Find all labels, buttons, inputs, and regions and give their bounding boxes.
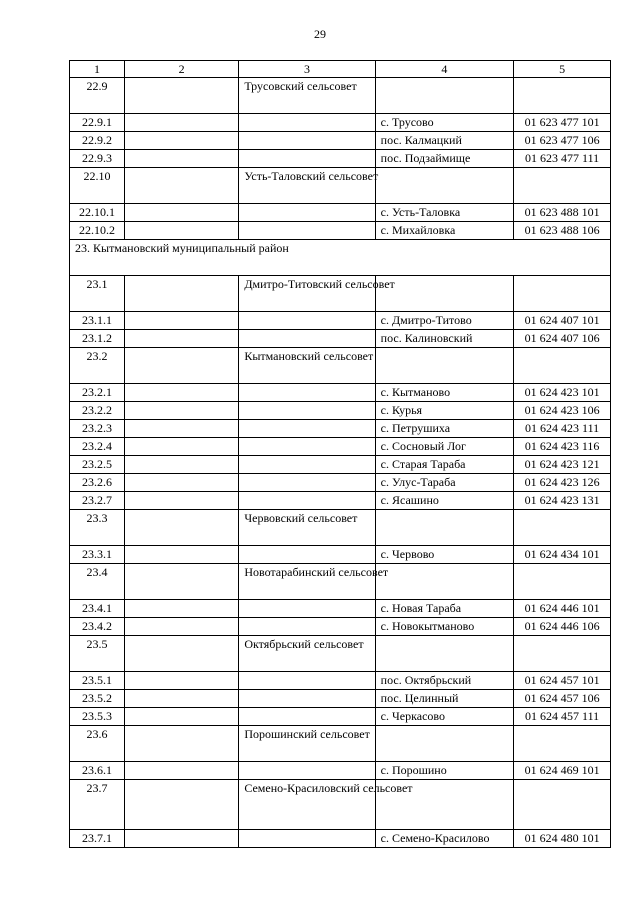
row-code: 23.2.1 [70,384,125,402]
settlement-name: пос. Подзаймище [375,150,514,168]
settlement-name: с. Сосновый Лог [375,438,514,456]
selsovet-name: Новотарабинский сельсовет [239,564,375,600]
selsovet-row [70,510,611,546]
okato-code: 01 623 477 101 [514,114,611,132]
okato-code: 01 623 477 111 [514,150,611,168]
empty-cell [239,438,375,456]
empty-cell [239,420,375,438]
empty-cell [239,672,375,690]
row-code: 23.3.1 [70,546,125,564]
empty-cell [124,510,238,546]
selsovet-row [70,348,611,384]
empty-cell [514,276,611,312]
empty-cell [124,438,238,456]
selsovet-name: Порошинский сельсовет [239,726,375,762]
row-code: 23.6.1 [70,762,125,780]
row-code: 22.9.1 [70,114,125,132]
selsovet-row [70,636,611,672]
empty-cell [124,78,238,114]
settlement-row [70,492,611,510]
settlement-name: с. Курья [375,402,514,420]
okato-code: 01 624 469 101 [514,762,611,780]
empty-cell [124,726,238,762]
empty-cell [375,168,514,204]
empty-cell [239,222,375,240]
empty-cell [375,510,514,546]
empty-cell [375,726,514,762]
empty-cell [124,204,238,222]
selsovet-row [70,276,611,312]
empty-cell [514,780,611,830]
settlement-name: с. Ясашино [375,492,514,510]
settlement-name: с. Порошино [375,762,514,780]
selsovet-name: Октябрьский сельсовет [239,636,375,672]
row-code: 22.9.3 [70,150,125,168]
empty-cell [124,114,238,132]
settlement-row [70,330,611,348]
okato-code: 01 624 423 126 [514,474,611,492]
selsovet-name: Семено-Красиловский сельсовет [239,780,375,830]
column-header: 3 [239,61,375,78]
settlement-row [70,402,611,420]
column-header: 2 [124,61,238,78]
empty-cell [124,348,238,384]
empty-cell [375,564,514,600]
row-code: 23.2.2 [70,402,125,420]
settlement-row [70,474,611,492]
empty-cell [124,690,238,708]
settlement-row [70,600,611,618]
row-code: 23.7.1 [70,830,125,848]
selsovet-row [70,780,611,830]
row-code: 23.5.3 [70,708,125,726]
settlement-name: с. Новая Тараба [375,600,514,618]
empty-cell [124,492,238,510]
selsovet-name: Трусовский сельсовет [239,78,375,114]
empty-cell [514,348,611,384]
empty-cell [375,276,514,312]
empty-cell [124,168,238,204]
empty-cell [239,456,375,474]
section-title: 23. Кытмановский муниципальный район [70,240,611,276]
selsovet-name: Усть-Таловский сельсовет [239,168,375,204]
row-code: 23.3 [70,510,125,546]
okato-code: 01 624 423 121 [514,456,611,474]
settlement-row [70,204,611,222]
row-code: 22.9 [70,78,125,114]
row-code: 22.10.1 [70,204,125,222]
settlement-row [70,618,611,636]
column-header: 4 [375,61,514,78]
settlement-row [70,456,611,474]
empty-cell [239,384,375,402]
row-code: 23.2.7 [70,492,125,510]
empty-cell [124,132,238,150]
empty-cell [239,546,375,564]
settlement-name: с. Кытманово [375,384,514,402]
settlement-row [70,132,611,150]
okato-table [69,60,611,848]
row-code: 23.1 [70,276,125,312]
settlement-row [70,546,611,564]
row-code: 23.4.1 [70,600,125,618]
settlement-row [70,672,611,690]
okato-code: 01 624 423 131 [514,492,611,510]
selsovet-row [70,726,611,762]
settlement-name: с. Петрушиха [375,420,514,438]
settlement-name: с. Новокытманово [375,618,514,636]
row-code: 23.2.4 [70,438,125,456]
settlement-row [70,830,611,848]
empty-cell [124,546,238,564]
empty-cell [124,708,238,726]
empty-cell [124,600,238,618]
row-code: 23.4 [70,564,125,600]
empty-cell [239,474,375,492]
empty-cell [514,726,611,762]
empty-cell [239,402,375,420]
row-code: 23.4.2 [70,618,125,636]
empty-cell [514,168,611,204]
empty-cell [514,510,611,546]
okato-code: 01 624 457 101 [514,672,611,690]
okato-code: 01 624 407 106 [514,330,611,348]
empty-cell [375,636,514,672]
empty-cell [124,672,238,690]
empty-cell [124,636,238,672]
okato-code: 01 624 407 101 [514,312,611,330]
row-code: 23.1.2 [70,330,125,348]
settlement-row [70,312,611,330]
empty-cell [514,78,611,114]
empty-cell [375,78,514,114]
empty-cell [239,114,375,132]
row-code: 23.2.6 [70,474,125,492]
okato-code: 01 624 446 101 [514,600,611,618]
okato-code: 01 623 477 106 [514,132,611,150]
settlement-row [70,708,611,726]
settlement-name: с. Михайловка [375,222,514,240]
okato-code: 01 624 457 106 [514,690,611,708]
column-header: 5 [514,61,611,78]
row-code: 23.5 [70,636,125,672]
column-header: 1 [70,61,125,78]
empty-cell [124,830,238,848]
row-code: 22.10 [70,168,125,204]
empty-cell [124,312,238,330]
okato-code: 01 624 423 111 [514,420,611,438]
empty-cell [239,690,375,708]
row-code: 23.5.1 [70,672,125,690]
page-number: 29 [314,27,326,41]
settlement-name: пос. Калмацкий [375,132,514,150]
row-code: 23.2.5 [70,456,125,474]
empty-cell [124,402,238,420]
row-code: 22.10.2 [70,222,125,240]
settlement-name: с. Дмитро-Титово [375,312,514,330]
empty-cell [124,276,238,312]
settlement-row [70,222,611,240]
empty-cell [124,762,238,780]
row-code: 23.5.2 [70,690,125,708]
settlement-row [70,438,611,456]
okato-code: 01 624 423 116 [514,438,611,456]
empty-cell [239,204,375,222]
empty-cell [124,780,238,830]
settlement-name: с. Червово [375,546,514,564]
empty-cell [124,150,238,168]
selsovet-row [70,168,611,204]
okato-code: 01 623 488 101 [514,204,611,222]
row-code: 23.6 [70,726,125,762]
empty-cell [514,636,611,672]
row-code: 22.9.2 [70,132,125,150]
settlement-row [70,150,611,168]
section-row [70,240,611,276]
empty-cell [124,618,238,636]
empty-cell [124,222,238,240]
settlement-row [70,384,611,402]
empty-cell [239,492,375,510]
settlement-row [70,420,611,438]
empty-cell [375,348,514,384]
okato-code: 01 624 480 101 [514,830,611,848]
okato-code: 01 624 457 111 [514,708,611,726]
selsovet-name: Кытмановский сельсовет [239,348,375,384]
settlement-name: пос. Целинный [375,690,514,708]
empty-cell [239,618,375,636]
settlement-name: пос. Октябрьский [375,672,514,690]
settlement-row [70,114,611,132]
empty-cell [124,330,238,348]
empty-cell [239,312,375,330]
empty-cell [124,564,238,600]
settlement-name: с. Улус-Тараба [375,474,514,492]
settlement-name: с. Черкасово [375,708,514,726]
selsovet-row [70,78,611,114]
settlement-name: с. Трусово [375,114,514,132]
okato-code: 01 624 423 106 [514,402,611,420]
row-code: 23.2 [70,348,125,384]
settlement-row [70,690,611,708]
okato-code: 01 624 446 106 [514,618,611,636]
row-code: 23.1.1 [70,312,125,330]
settlement-name: с. Усть-Таловка [375,204,514,222]
row-code: 23.7 [70,780,125,830]
empty-cell [124,456,238,474]
empty-cell [239,708,375,726]
row-code: 23.2.3 [70,420,125,438]
empty-cell [239,132,375,150]
empty-cell [124,474,238,492]
okato-code: 01 624 423 101 [514,384,611,402]
settlement-name: с. Старая Тараба [375,456,514,474]
settlement-name: пос. Калиновский [375,330,514,348]
table-header-row [70,61,611,78]
empty-cell [124,384,238,402]
empty-cell [239,600,375,618]
okato-code: 01 623 488 106 [514,222,611,240]
empty-cell [239,830,375,848]
empty-cell [239,150,375,168]
okato-code: 01 624 434 101 [514,546,611,564]
selsovet-name: Дмитро-Титовский сельсовет [239,276,375,312]
selsovet-row [70,564,611,600]
empty-cell [124,420,238,438]
empty-cell [239,762,375,780]
settlement-name: с. Семено-Красилово [375,830,514,848]
empty-cell [239,330,375,348]
settlement-row [70,762,611,780]
selsovet-name: Червовский сельсовет [239,510,375,546]
empty-cell [514,564,611,600]
